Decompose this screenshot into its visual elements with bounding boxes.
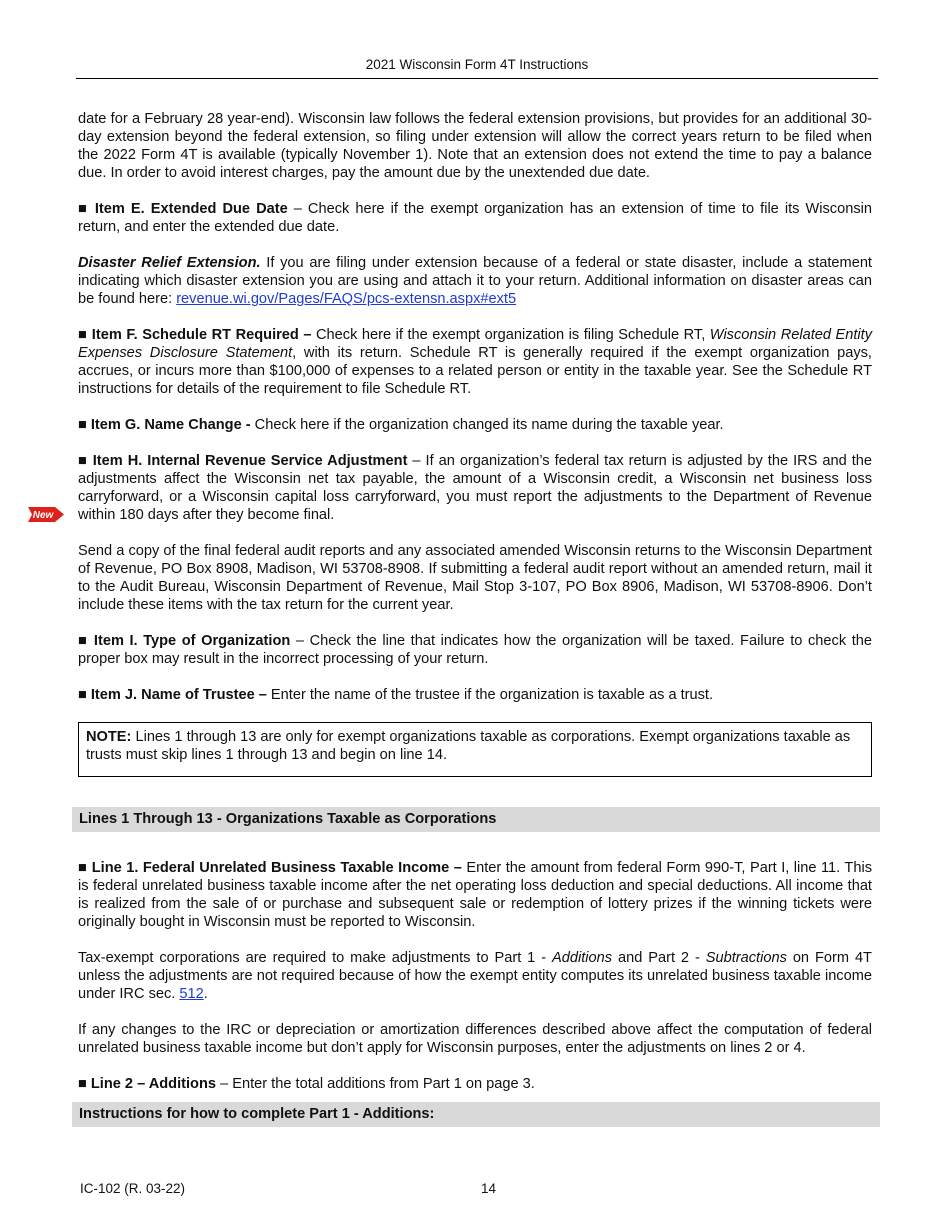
item-g-heading: ■ Item G. Name Change - (78, 417, 251, 433)
page-header-title: 2021 Wisconsin Form 4T Instructions (365, 57, 589, 72)
document-body (78, 110, 872, 1127)
footer-page-number: 14 (481, 1181, 497, 1196)
tax-exempt-paragraph: Tax-exempt corporations are required to make adjustments to Part 1 - Additions and Part 2 - Subtractions on Form 4T unless the adjustments are not required because of how the exempt entity computes its unrelated business taxable income under IRC sec. 512. (78, 950, 872, 1002)
item-h-paragraph: ■ Item H. Internal Revenue Service Adjustment – If an organization’s federal tax return is adjusted by the IRS and the adjustments affect the Wisconsin net tax payable, the amount of a Wisconsin credit, a Wisconsin net business loss carryforward, or a Wisconsin capital loss carryforward, you must report the adjustments to the Department of Revenue within 180 days after they become final. (78, 453, 872, 523)
changes-paragraph: If any changes to the IRC or depreciation or amortization differences described above affect the computation of federal unrelated business taxable income but don’t apply for Wisconsin purposes, enter the adjustments on lines 2 or 4. (78, 1022, 872, 1056)
item-i-paragraph: ■ Item I. Type of Organization – Check the line that indicates how the organization will be taxed. Failure to check the proper box may result in the incorrect processing of your return. (78, 633, 872, 667)
footer-form-id: IC-102 (R. 03-22) (80, 1181, 186, 1196)
item-f-heading: ■ Item F. Schedule RT Required – (78, 327, 312, 343)
irc-512-link[interactable]: 512 (179, 986, 204, 1002)
item-g-paragraph: ■ Item G. Name Change - Check here if the organization changed its name during the taxable year. (78, 417, 724, 433)
audit-paragraph: Send a copy of the final federal audit reports and any associated amended Wisconsin returns to the Wisconsin Department of Revenue, PO Box 8908, Madison, WI 53708-8908. If submitting a federal audit report without an amended return, mail it to the Audit Bureau, Wisconsin Department of Revenue, Mail Stop 3-107, PO Box 8906, Madison, WI 53708-8906. Don’t include these items with the tax return for the current year. (78, 543, 872, 613)
line-1-paragraph: ■ Line 1. Federal Unrelated Business Taxable Income – Enter the amount from federal Form 990-T, Part I, line 11. This is federal unrelated business taxable income after the net operating loss deduction and special deductions. All income that is realized from the sale of or purchase and subsequent sale or redemption of lottery prizes if the winning tickets were originally bought in Wisconsin must be reported to Wisconsin. (78, 860, 872, 930)
item-e-heading: ■ Item E. Extended Due Date (78, 201, 288, 217)
note-box: NOTE: Lines 1 through 13 are only for exempt organizations taxable as corporations. Exempt organizations taxable as trusts must skip lines 1 through 13 and begin on line 14. (78, 722, 872, 777)
item-j-paragraph: ■ Item J. Name of Trustee – Enter the name of the trustee if the organization is taxable as a trust. (78, 687, 714, 703)
line-2-heading: ■ Line 2 – Additions (78, 1076, 217, 1092)
line-2-paragraph: ■ Line 2 – Additions – Enter the total additions from Part 1 on page 3. (78, 1076, 535, 1092)
disaster-heading: Disaster Relief Extension. (78, 255, 261, 271)
note-label: NOTE: (86, 729, 132, 745)
item-e-paragraph: ■ Item E. Extended Due Date – Check here if the exempt organization has an extension of time to file its Wisconsin return, and enter the extended due date. (78, 201, 872, 235)
item-f-paragraph: ■ Item F. Schedule RT Required – Check here if the exempt organization is filing Schedule RT, Wisconsin Related Entity Expenses Disclosure Statement, with its return. Schedule RT is generally required if the exempt organization pays, accrues, or incurs more than $100,000 of expenses to a related person or entity in the taxable year. See the Schedule RT instructions for details of the requirement to file Schedule RT. (78, 327, 873, 397)
header-divider (76, 78, 878, 79)
line-1-heading: ■ Line 1. Federal Unrelated Business Taxable Income – (78, 860, 462, 876)
disaster-info-link[interactable]: revenue.wi.gov/Pages/FAQS/pcs-extensn.aspx#ext5 (176, 291, 517, 307)
item-i-heading: ■ Item I. Type of Organization (78, 633, 291, 649)
item-j-heading: ■ Item J. Name of Trustee – (78, 687, 267, 703)
new-badge-label: New (32, 510, 54, 521)
disaster-paragraph: Disaster Relief Extension. If you are filing under extension because of a federal or state disaster, include a statement indicating which disaster extension you are using and attach it to your return. Additional information on disaster areas can be found here: revenue.wi.gov/Pages/FAQS/pcs-extensn.aspx#ext5 (78, 255, 872, 307)
section-heading-part-1-additions: Instructions for how to complete Part 1 - Additions: (72, 1102, 880, 1127)
item-h-heading: ■ Item H. Internal Revenue Service Adjustment (78, 453, 408, 469)
section-heading-lines-1-13: Lines 1 Through 13 - Organizations Taxable as Corporations (72, 807, 880, 832)
intro-paragraph: date for a February 28 year-end). Wisconsin law follows the federal extension provisions, but provides for an additional 30-day extension beyond the federal extension, so filing under extension will allow the correct years return to be filed when the 2022 Form 4T is available (typically November 1). Note that an extension does not extend the time to pay a balance due. In order to avoid interest charges, pay the amount due by the unextended due date. (78, 111, 872, 181)
new-badge-icon (28, 507, 64, 522)
